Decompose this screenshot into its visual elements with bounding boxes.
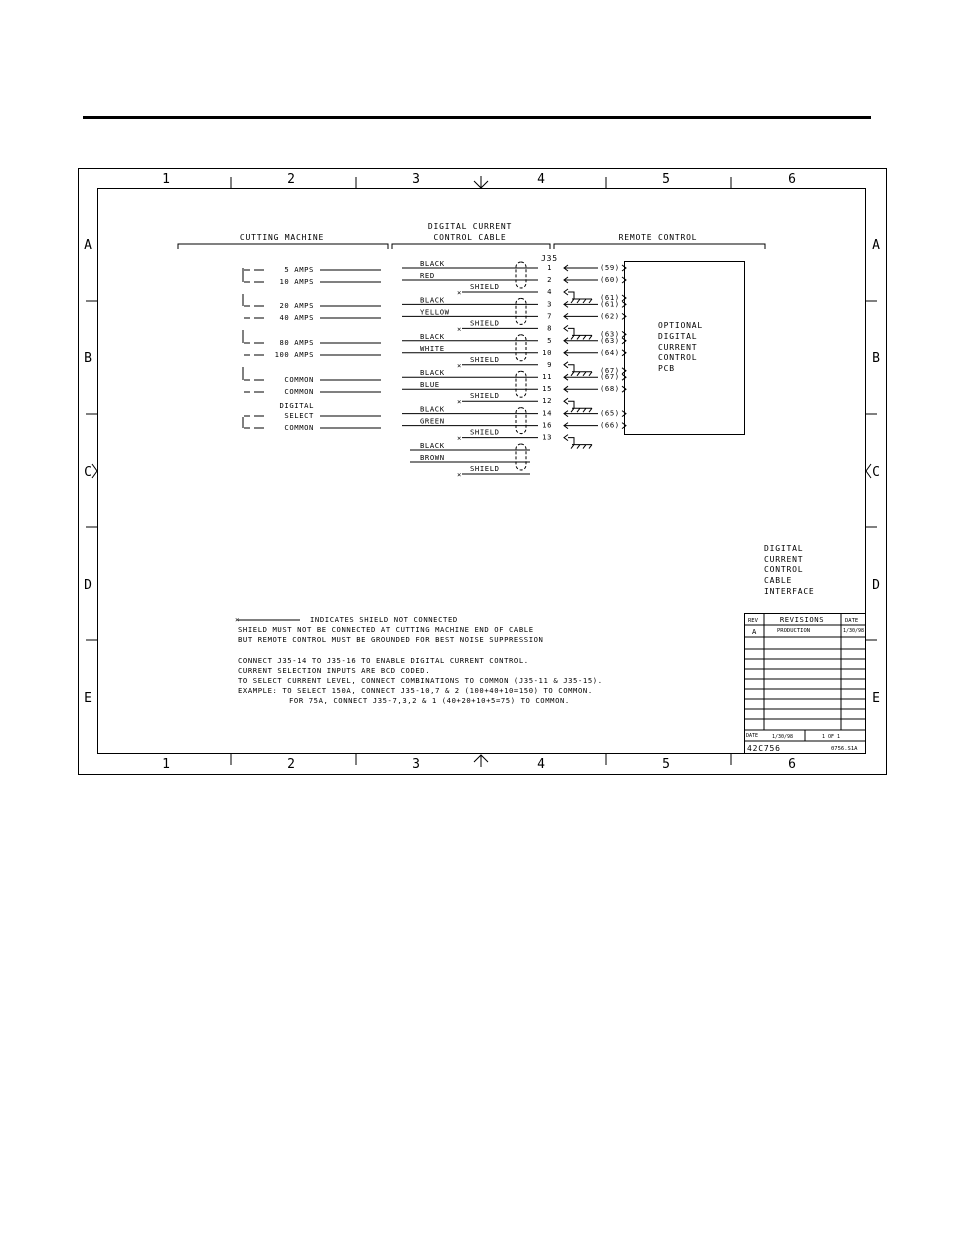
zone-col-bottom-1: 1 — [162, 757, 170, 772]
pcb-line-1: OPTIONAL — [658, 321, 703, 330]
zone-col-top-1: 1 — [162, 172, 170, 187]
machine-label: 10 AMPS — [279, 277, 314, 286]
section-cutting-machine: CUTTING MACHINE — [239, 233, 325, 242]
pin-number: 14 — [542, 408, 552, 418]
terminal-number: (67) — [600, 372, 620, 382]
pcb-line-4: CONTROL — [658, 353, 698, 362]
pin-number: 9 — [547, 359, 552, 369]
wire-color: BLUE — [420, 380, 440, 390]
title-line-2: CURRENT — [764, 555, 804, 564]
shield-not-connected-x: × — [457, 288, 462, 297]
drawing-number: 42C756 — [747, 744, 781, 753]
machine-label: 80 AMPS — [279, 338, 314, 347]
machine-label: COMMON — [284, 375, 314, 384]
wire-color: RED — [420, 271, 435, 280]
wire-color: BLACK — [420, 404, 445, 414]
machine-label: 20 AMPS — [279, 301, 314, 310]
ground-icon — [568, 292, 592, 303]
pcb-line-2: DIGITAL — [658, 332, 698, 341]
sheet-number: 1 OF 1 — [822, 734, 841, 740]
pin-number: 10 — [542, 347, 552, 357]
shield-not-connected-x: × — [457, 397, 462, 407]
section-brackets — [178, 244, 765, 249]
shield-oval — [516, 298, 526, 324]
machine-label: 100 AMPS — [274, 350, 314, 359]
machine-label: DIGITAL — [279, 401, 314, 410]
cable-pairs — [402, 259, 626, 479]
ground-icon — [568, 401, 592, 412]
note-c3: TO SELECT CURRENT LEVEL, CONNECT COMBINATIONS TO COMMON (J35-11 & J35-15). — [238, 676, 603, 685]
wire-color: BLACK — [420, 368, 445, 378]
pcb-line-3: CURRENT — [658, 343, 698, 352]
machine-label: COMMON — [284, 387, 314, 396]
terminal-number: (65) — [600, 408, 620, 418]
shield-label: SHIELD — [470, 318, 500, 328]
wire-color: YELLOW — [420, 307, 450, 317]
pin-arrow — [564, 362, 568, 368]
section-cable-line2: CONTROL CABLE — [433, 233, 507, 242]
rev-date: 1/30/98 — [843, 628, 865, 634]
date-value: 1/30/98 — [772, 734, 794, 740]
shield-not-connected-x: × — [457, 433, 462, 443]
shield-label: SHIELD — [470, 354, 500, 364]
machine-labels — [243, 265, 381, 432]
machine-label: 40 AMPS — [279, 313, 314, 322]
pin-number: 5 — [547, 335, 552, 345]
machine-label: COMMON — [284, 423, 314, 432]
terminal-number: (66) — [600, 420, 620, 430]
title-line-4: CABLE — [764, 576, 793, 585]
wire-color: WHITE — [420, 343, 445, 353]
shield-not-connected-x: × — [457, 324, 462, 334]
zone-col-bottom-6: 6 — [788, 757, 796, 772]
pin-number: 12 — [542, 396, 552, 406]
note-c5: FOR 75A, CONNECT J35-7,3,2 & 1 (40+20+10+5=75) TO COMMON. — [289, 696, 570, 705]
wire-color: GREEN — [420, 416, 445, 426]
wire-color: BROWN — [420, 453, 445, 462]
pin-number: 2 — [547, 275, 552, 284]
pin-number: 15 — [542, 384, 552, 394]
note-c4: EXAMPLE: TO SELECT 150A, CONNECT J35-10,7 & 2 (100+40+10=150) TO COMMON. — [238, 686, 593, 695]
terminal-number: (59) — [600, 263, 620, 272]
pin-number: 1 — [547, 263, 552, 272]
zone-col-bottom-5: 5 — [662, 757, 670, 772]
shield-oval — [516, 444, 526, 470]
pin-number: 13 — [542, 432, 552, 442]
title-line-1: DIGITAL — [764, 544, 804, 553]
zone-row-right-e: E — [872, 691, 880, 706]
pin-arrow — [564, 289, 568, 295]
terminal-number: (63) — [600, 335, 620, 345]
zone-row-left-b: B — [84, 351, 92, 366]
rev-description: PRODUCTION — [777, 628, 811, 634]
shield-oval — [516, 335, 526, 361]
title-line-3: CONTROL — [764, 565, 804, 574]
note-shield-1: SHIELD MUST NOT BE CONNECTED AT CUTTING MACHINE END OF CABLE — [238, 625, 534, 634]
zone-row-right-c: C — [872, 465, 880, 480]
pin-number: 7 — [547, 311, 552, 321]
ground-icon — [568, 328, 592, 339]
terminal-number: (61) — [600, 293, 620, 302]
title-line-5: INTERFACE — [764, 587, 815, 596]
zone-col-bottom-2: 2 — [287, 757, 295, 772]
zone-row-left-c: C — [84, 465, 92, 480]
date-label: DATE — [746, 733, 759, 739]
pin-number: 8 — [547, 323, 552, 333]
zone-col-top-3: 3 — [412, 172, 420, 187]
revisions-title: REVISIONS — [779, 615, 825, 624]
note-shield-2: BUT REMOTE CONTROL MUST BE GROUNDED FOR BEST NOISE SUPPRESSION — [238, 635, 544, 644]
connector-label: J35 — [541, 254, 558, 263]
rev-letter: A — [752, 627, 757, 636]
terminal-number: (67) — [600, 365, 620, 375]
zone-row-left-a: A — [84, 238, 92, 253]
shield-oval — [516, 262, 526, 288]
shield-not-connected-x: × — [457, 360, 462, 370]
zone-col-top-6: 6 — [788, 172, 796, 187]
pin-number: 16 — [542, 420, 552, 430]
note-legend: INDICATES SHIELD NOT CONNECTED — [310, 615, 458, 624]
shield-oval — [516, 371, 526, 397]
pin-arrow — [564, 398, 568, 404]
terminal-number: (63) — [600, 329, 620, 339]
wire-color: BLACK — [420, 441, 445, 450]
shield-label: SHIELD — [470, 391, 500, 401]
shield-oval — [516, 408, 526, 434]
terminal-number: (62) — [600, 311, 620, 321]
cable-pair — [410, 441, 530, 479]
section-cable-line1: DIGITAL CURRENT — [427, 222, 513, 231]
wire-color: BLACK — [420, 331, 445, 341]
shield-label: SHIELD — [470, 464, 500, 473]
file-name: 0756.S1A — [831, 746, 858, 752]
pcb-line-5: PCB — [658, 364, 675, 373]
zone-col-bottom-4: 4 — [537, 757, 545, 772]
pin-number: 3 — [547, 299, 552, 309]
terminal-number: (64) — [600, 347, 620, 357]
machine-label: SELECT — [284, 411, 314, 420]
zone-col-top-2: 2 — [287, 172, 295, 187]
ground-icon — [568, 365, 592, 376]
rev-header: REV — [748, 618, 758, 624]
zone-col-top-4: 4 — [537, 172, 545, 187]
pin-number: 11 — [542, 372, 552, 382]
shield-label: SHIELD — [470, 282, 500, 291]
legend-x-mark: × — [235, 615, 240, 624]
ground-icon — [568, 438, 592, 449]
shield-not-connected-x: × — [457, 470, 462, 479]
terminal-number: (68) — [600, 384, 620, 394]
zone-row-left-d: D — [84, 578, 92, 593]
zone-row-right-d: D — [872, 578, 880, 593]
terminal-number: (60) — [600, 275, 620, 284]
note-c2: CURRENT SELECTION INPUTS ARE BCD CODED. — [238, 666, 431, 675]
section-remote-control: REMOTE CONTROL — [618, 233, 698, 242]
pin-number: 4 — [547, 287, 552, 296]
zone-row-right-b: B — [872, 351, 880, 366]
pin-arrow — [564, 325, 568, 331]
zone-row-right-a: A — [872, 238, 880, 253]
revision-block — [745, 614, 867, 754]
pin-arrow — [564, 435, 568, 441]
wire-color: BLACK — [420, 295, 445, 305]
date-header: DATE — [845, 618, 859, 624]
note-c1: CONNECT J35-14 TO J35-16 TO ENABLE DIGITAL CURRENT CONTROL. — [238, 656, 529, 665]
shield-label: SHIELD — [470, 427, 500, 437]
zone-col-top-5: 5 — [662, 172, 670, 187]
zone-col-bottom-3: 3 — [412, 757, 420, 772]
zone-row-left-e: E — [84, 691, 92, 706]
wire-color: BLACK — [420, 259, 445, 268]
terminal-number: (61) — [600, 299, 620, 309]
machine-label: 5 AMPS — [284, 265, 314, 274]
